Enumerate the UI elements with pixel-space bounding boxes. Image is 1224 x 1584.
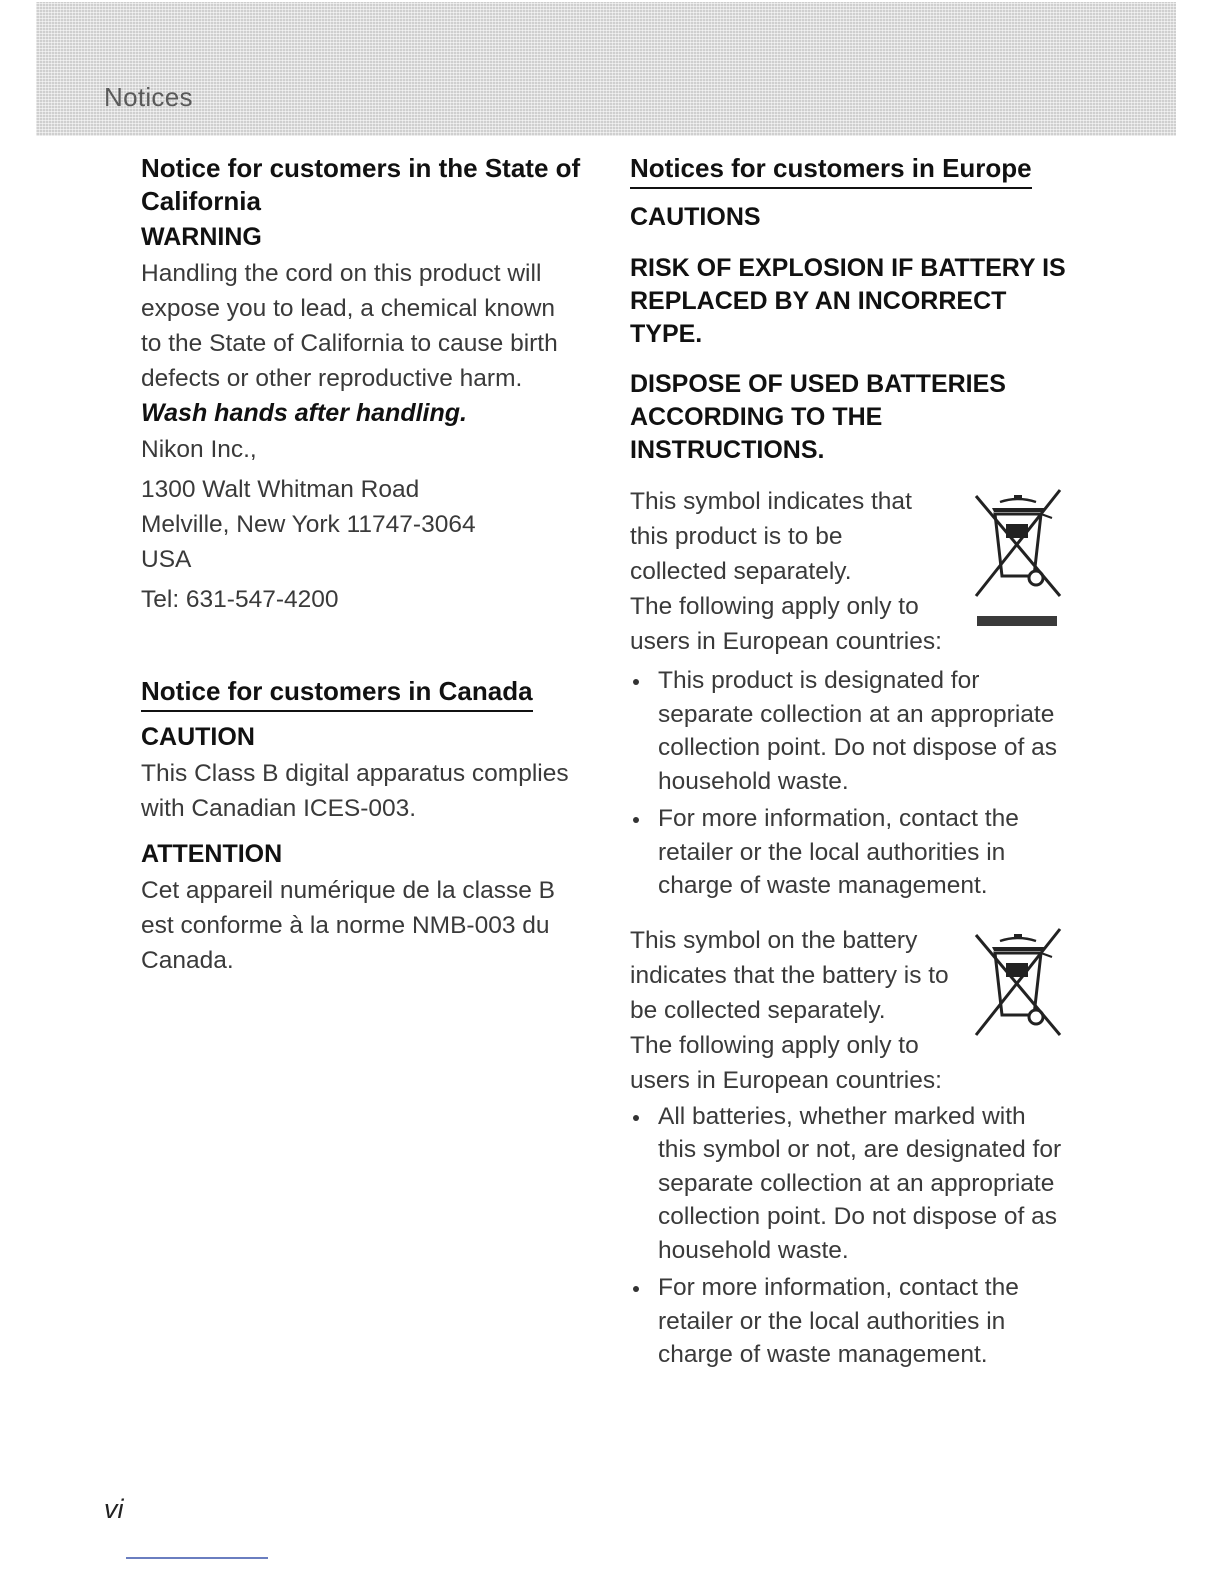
list-item: For more information, contact the retailer or the local authorities in charge of waste management. — [630, 802, 1070, 903]
europe-notice-title: Notices for customers in Europe — [630, 152, 1032, 189]
address-line3: USA — [141, 546, 192, 573]
attention-text: Cet appareil numérique de la classe B est conforme à la norme NMB-003 du Canada. — [141, 877, 556, 974]
battery-apply-text: The following apply only to users in European countries: — [630, 1031, 942, 1094]
address-line1: 1300 Walt Whitman Road — [141, 476, 420, 503]
caution-label: CAUTION — [141, 723, 255, 751]
crossed-out-wheelie-bin-icon — [970, 486, 1066, 626]
footer-rule — [126, 1557, 268, 1559]
product-apply-text: The following apply only to users in European countries: — [630, 593, 942, 655]
page-header-title: Notices — [104, 82, 193, 112]
dispose-batteries-text: DISPOSE OF USED BATTERIES ACCORDING TO THE INSTRUCTIONS. — [630, 370, 1006, 464]
product-bullet-list — [630, 664, 1070, 903]
page-number: vi — [104, 1494, 124, 1524]
attention-label: ATTENTION — [141, 840, 283, 868]
warning-text: Handling the cord on this product will expose you to lead, a chemical known to the State of California to cause birth defects or other reproductive harm. — [141, 260, 558, 392]
california-notice-title: Notice for customers in the State of California — [141, 153, 581, 216]
right-column — [630, 152, 1070, 1372]
wash-hands-text: Wash hands after handling. — [141, 399, 467, 427]
product-symbol-block — [630, 484, 1070, 659]
company-name: Nikon Inc., — [141, 436, 257, 463]
cautions-label: CAUTIONS — [630, 203, 761, 231]
battery-symbol-text: This symbol on the battery indicates that the battery is to be collected separately. — [630, 926, 949, 1024]
battery-symbol-block — [630, 923, 1070, 1098]
list-item: For more information, contact the retailer or the local authorities in charge of waste management. — [630, 1271, 1070, 1372]
crossed-out-wheelie-bin-icon — [970, 925, 1066, 1045]
left-column — [141, 152, 591, 978]
list-item: All batteries, whether marked with this symbol or not, are designated for separate collection at an appropriate collection point. Do not dispose of as household waste. — [630, 1100, 1070, 1268]
address-line2: Melville, New York 11747-3064 — [141, 511, 476, 538]
caution-text: This Class B digital apparatus complies with Canadian ICES-003. — [141, 760, 569, 822]
warning-label: WARNING — [141, 223, 262, 251]
risk-of-explosion-text: RISK OF EXPLOSION IF BATTERY IS REPLACED BY AN INCORRECT TYPE. — [630, 254, 1066, 348]
telephone: Tel: 631-547-4200 — [141, 586, 339, 613]
header-band — [36, 2, 1176, 136]
canada-notice-title: Notice for customers in Canada — [141, 675, 533, 712]
battery-bullet-list — [630, 1100, 1070, 1372]
list-item: This product is designated for separate collection at an appropriate collection point. Do not dispose of as household waste. — [630, 664, 1070, 798]
product-symbol-text: This symbol indicates that this product is to be collected separately. — [630, 488, 912, 585]
